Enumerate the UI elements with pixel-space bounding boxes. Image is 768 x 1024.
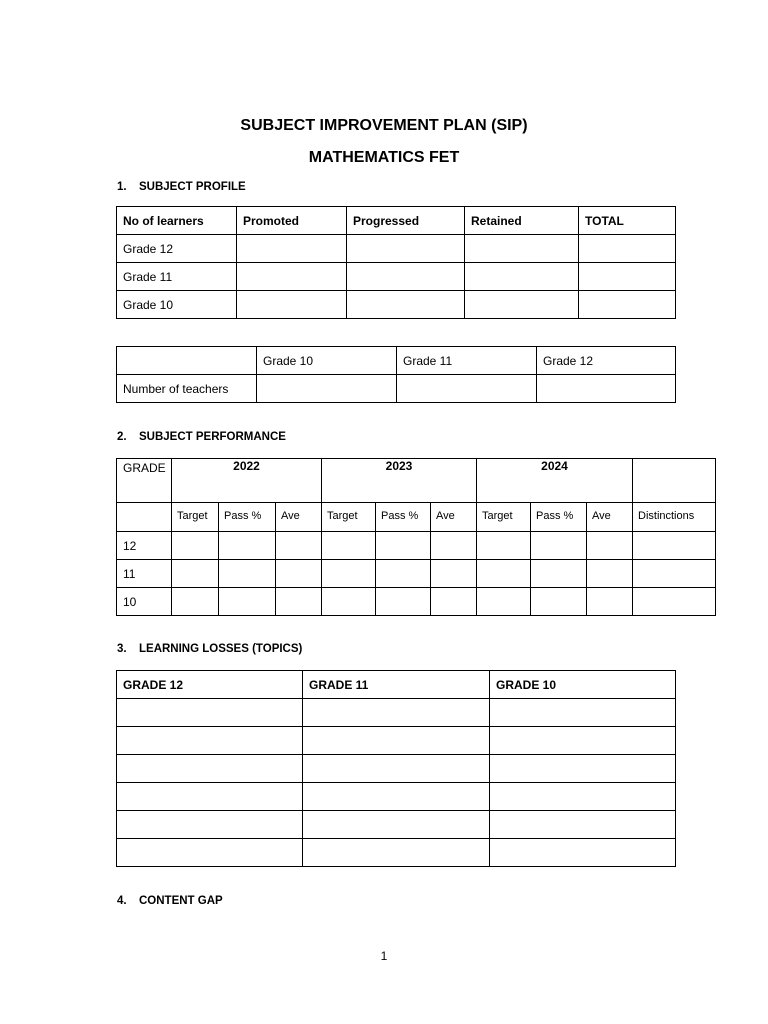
table-cell[interactable] xyxy=(322,588,376,616)
header-cell: Promoted xyxy=(237,207,347,235)
section-title: CONTENT GAP xyxy=(139,895,223,907)
header-cell: Progressed xyxy=(347,207,465,235)
table-cell[interactable] xyxy=(117,783,303,811)
header-cell: GRADE 11 xyxy=(303,671,490,699)
table-cell[interactable] xyxy=(117,699,303,727)
row-label: Number of teachers xyxy=(117,375,257,403)
table-cell[interactable] xyxy=(477,560,531,588)
table-cell[interactable] xyxy=(587,532,633,560)
table-cell[interactable] xyxy=(587,560,633,588)
table-row xyxy=(117,727,676,755)
table-cell[interactable] xyxy=(276,560,322,588)
subheader-target: Target xyxy=(322,503,376,532)
row-label: 11 xyxy=(117,560,172,588)
table-cell[interactable] xyxy=(465,263,579,291)
table-cell[interactable] xyxy=(376,588,431,616)
table-cell[interactable] xyxy=(431,560,477,588)
table-cell[interactable] xyxy=(322,532,376,560)
table-cell[interactable] xyxy=(531,532,587,560)
table-cell[interactable] xyxy=(633,588,716,616)
subheader-target: Target xyxy=(172,503,219,532)
table-cell[interactable] xyxy=(303,727,490,755)
table-cell[interactable] xyxy=(579,291,676,319)
table-cell[interactable] xyxy=(633,560,716,588)
year-header: 2022 xyxy=(172,459,322,503)
table-cell[interactable] xyxy=(431,588,477,616)
header-cell: Retained xyxy=(465,207,579,235)
row-label: Grade 12 xyxy=(117,235,237,263)
table-cell[interactable] xyxy=(117,811,303,839)
header-cell xyxy=(117,503,172,532)
subheader-distinctions: Distinctions xyxy=(633,503,716,532)
table-row xyxy=(117,699,676,727)
table-cell[interactable] xyxy=(117,727,303,755)
subheader-pass: Pass % xyxy=(219,503,276,532)
table-cell[interactable] xyxy=(303,839,490,867)
table-cell[interactable] xyxy=(397,375,537,403)
section-title: SUBJECT PROFILE xyxy=(139,181,246,193)
section-number: 4. xyxy=(117,895,127,907)
table-row xyxy=(117,783,676,811)
table-cell[interactable] xyxy=(237,263,347,291)
page-number: 1 xyxy=(380,949,388,963)
table-cell[interactable] xyxy=(490,783,676,811)
subject-performance-table xyxy=(116,458,716,616)
header-cell: Grade 12 xyxy=(537,347,676,375)
section-heading-learning-losses xyxy=(117,643,302,655)
header-cell: Grade 11 xyxy=(397,347,537,375)
table-cell[interactable] xyxy=(347,291,465,319)
header-cell: No of learners xyxy=(117,207,237,235)
table-cell[interactable] xyxy=(490,811,676,839)
row-label: Grade 11 xyxy=(117,263,237,291)
table-row xyxy=(117,755,676,783)
teachers-table xyxy=(116,346,676,403)
header-cell: TOTAL xyxy=(579,207,676,235)
section-heading-subject-performance xyxy=(117,431,286,443)
table-cell[interactable] xyxy=(490,699,676,727)
table-cell[interactable] xyxy=(172,588,219,616)
section-number: 3. xyxy=(117,643,127,655)
table-cell[interactable] xyxy=(237,235,347,263)
header-cell: GRADE 12 xyxy=(117,671,303,699)
subject-profile-table xyxy=(116,206,676,319)
header-cell xyxy=(633,459,716,503)
table-cell[interactable] xyxy=(172,560,219,588)
subheader-pass: Pass % xyxy=(376,503,431,532)
table-cell[interactable] xyxy=(431,532,477,560)
table-cell[interactable] xyxy=(347,235,465,263)
table-cell[interactable] xyxy=(276,532,322,560)
table-cell[interactable] xyxy=(376,560,431,588)
table-cell[interactable] xyxy=(347,263,465,291)
table-cell[interactable] xyxy=(303,811,490,839)
grade-header: GRADE xyxy=(117,459,172,503)
section-title: SUBJECT PERFORMANCE xyxy=(139,431,286,443)
table-cell[interactable] xyxy=(117,839,303,867)
subheader-ave: Ave xyxy=(276,503,322,532)
table-cell[interactable] xyxy=(219,588,276,616)
table-cell[interactable] xyxy=(477,532,531,560)
document-subtitle: MATHEMATICS FET xyxy=(308,149,460,166)
table-cell[interactable] xyxy=(587,588,633,616)
table-cell[interactable] xyxy=(579,235,676,263)
table-row xyxy=(117,839,676,867)
table-cell[interactable] xyxy=(477,588,531,616)
subheader-ave: Ave xyxy=(431,503,477,532)
section-number: 2. xyxy=(117,431,127,443)
document-title: SUBJECT IMPROVEMENT PLAN (SIP) xyxy=(240,117,528,134)
table-cell[interactable] xyxy=(257,375,397,403)
table-cell[interactable] xyxy=(579,263,676,291)
table-cell[interactable] xyxy=(376,532,431,560)
section-heading-content-gap xyxy=(117,895,223,907)
section-number: 1. xyxy=(117,181,127,193)
table-cell[interactable] xyxy=(633,532,716,560)
row-label: 10 xyxy=(117,588,172,616)
year-header: 2024 xyxy=(477,459,633,503)
table-cell[interactable] xyxy=(303,783,490,811)
table-cell[interactable] xyxy=(219,532,276,560)
table-cell[interactable] xyxy=(172,532,219,560)
section-title: LEARNING LOSSES (TOPICS) xyxy=(139,643,303,655)
table-cell[interactable] xyxy=(465,235,579,263)
subheader-ave: Ave xyxy=(587,503,633,532)
table-cell[interactable] xyxy=(276,588,322,616)
header-cell xyxy=(117,347,257,375)
table-cell[interactable] xyxy=(322,560,376,588)
table-cell[interactable] xyxy=(531,588,587,616)
table-cell[interactable] xyxy=(219,560,276,588)
table-cell[interactable] xyxy=(303,699,490,727)
table-row xyxy=(117,811,676,839)
row-label: 12 xyxy=(117,532,172,560)
table-cell[interactable] xyxy=(117,755,303,783)
table-cell[interactable] xyxy=(465,291,579,319)
table-cell[interactable] xyxy=(490,839,676,867)
table-cell[interactable] xyxy=(303,755,490,783)
learning-losses-table xyxy=(116,670,676,867)
header-cell: Grade 10 xyxy=(257,347,397,375)
header-cell: GRADE 10 xyxy=(490,671,676,699)
table-cell[interactable] xyxy=(237,291,347,319)
section-heading-subject-profile xyxy=(117,181,246,193)
table-cell[interactable] xyxy=(490,727,676,755)
subheader-pass: Pass % xyxy=(531,503,587,532)
table-cell[interactable] xyxy=(537,375,676,403)
year-header: 2023 xyxy=(322,459,477,503)
subheader-target: Target xyxy=(477,503,531,532)
table-cell[interactable] xyxy=(531,560,587,588)
table-cell[interactable] xyxy=(490,755,676,783)
row-label: Grade 10 xyxy=(117,291,237,319)
